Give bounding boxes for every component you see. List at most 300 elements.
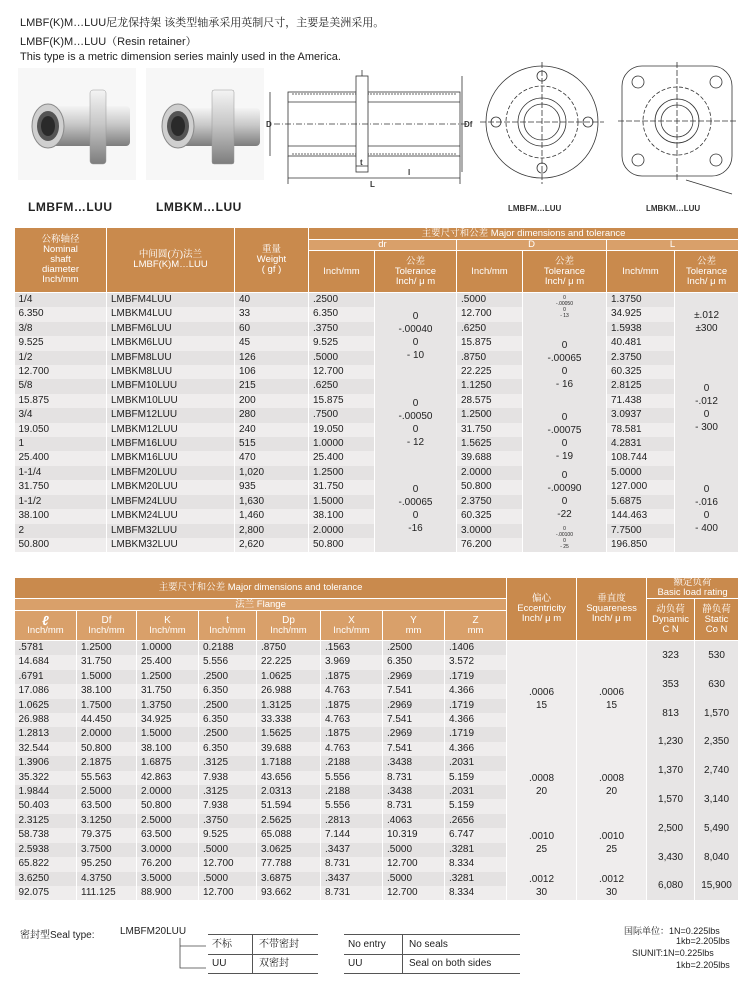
cell-static-load: 2,350 [695, 727, 739, 756]
cell-flange-value: 93.662 [257, 886, 321, 900]
cell-flange-value: 44.450 [77, 713, 137, 727]
cell-dr-tolerance-line: 0 [412, 337, 419, 349]
cell-L: 40.481 [607, 336, 675, 350]
cell-L: 34.925 [607, 307, 675, 321]
cell-dr-tolerance [375, 293, 457, 380]
col-header-title: K [164, 614, 171, 626]
cell-weight: 126 [235, 351, 309, 365]
cell-weight: 2,800 [235, 524, 309, 538]
cell-dr-tolerance [375, 466, 457, 552]
col-header-unit: Inch/mm [333, 624, 370, 636]
cell-D-tolerance-line: -22 [557, 508, 572, 520]
cell-D-tolerance [523, 293, 607, 322]
col-header-flange-4 [257, 611, 321, 641]
cell-nominal: 1-1/4 [15, 466, 107, 480]
cell-flange-value: 1.9844 [15, 785, 77, 799]
cell-L-tolerance-line: 0 [703, 484, 710, 496]
cell-model: LMBKM16LUU [107, 451, 235, 465]
cell-flange-value: 1.5000 [137, 727, 199, 741]
cell-D: .5000 [457, 293, 523, 308]
seal-connector-lines [178, 938, 208, 974]
dim-label-t: t [360, 158, 363, 167]
cell-static-load: 5,490 [695, 814, 739, 843]
col-header-dr: dr [309, 240, 457, 251]
cell-D-tolerance [523, 322, 607, 408]
cell-flange-value: 3.0625 [257, 843, 321, 857]
cell-flange-value: 3.6250 [15, 872, 77, 886]
col-header-unit: Inch/mm [209, 624, 246, 636]
col-header-major: 主要尺寸和公差 Major dimensions and tolerance [309, 228, 739, 240]
cell-flange-value: 58.738 [15, 828, 77, 842]
cell-D-tolerance-line: -.00090 [547, 482, 582, 494]
cell-L: 1.3750 [607, 293, 675, 308]
cell-nominal: 31.750 [15, 480, 107, 494]
cell-flange-value: 7.144 [321, 828, 383, 842]
cell-dr: .2500 [309, 293, 375, 308]
cell-L-tolerance-line: -.012 [695, 396, 718, 408]
cell-flange-value: 3.969 [321, 655, 383, 669]
cell-eccentricity [507, 872, 577, 901]
col-header-load: 额定负荷 Basic load rating [647, 578, 739, 599]
seal-code-uu-en: UU [344, 955, 403, 973]
cell-eccentricity-line: .0012 [529, 873, 555, 885]
cell-D: 1.5625 [457, 437, 523, 451]
col-header-weight: 重量 Weight ( gf ) [235, 228, 309, 293]
cell-flange-value: 12.700 [199, 886, 257, 900]
cell-flange-value: 3.6875 [257, 872, 321, 886]
table-row [15, 466, 739, 480]
cell-L-tolerance-line: - 300 [695, 422, 718, 434]
cell-flange-value: .2969 [383, 727, 445, 741]
cell-flange-value: .2500 [199, 670, 257, 684]
col-header-D: D [457, 240, 607, 251]
product-label-lmbfm: LMBFM…LUU [28, 200, 113, 214]
cell-flange-value: 12.700 [199, 857, 257, 871]
col-header-unit: mm [467, 624, 484, 636]
cell-dr-tolerance-line: 0 [412, 311, 419, 323]
cell-flange-value: 3.7500 [77, 843, 137, 857]
cell-nominal: 9.525 [15, 336, 107, 350]
cell-flange-value: 6.350 [199, 742, 257, 756]
cell-flange-value: .2500 [199, 699, 257, 713]
cell-static-load: 1,570 [695, 699, 739, 728]
units-line-1: 国际单位：1N=0.225lbs [624, 926, 720, 936]
cell-D-tolerance-line: 0 [563, 525, 566, 532]
cell-flange-value: 5.159 [445, 799, 507, 813]
cell-flange-value: .1719 [445, 727, 507, 741]
seal-code-none: 不标 [208, 935, 253, 954]
cell-D-tolerance-line: -.00065 [547, 353, 582, 365]
cell-flange-value: 3.1250 [77, 814, 137, 828]
cell-D-tolerance [523, 466, 607, 524]
cell-flange-value: 4.366 [445, 713, 507, 727]
cell-flange-value: 92.075 [15, 886, 77, 900]
cell-L: 2.8125 [607, 379, 675, 393]
col-header-title: ℓ [42, 612, 49, 628]
col-header-title: Z [472, 614, 479, 626]
cell-flange-value: .1719 [445, 670, 507, 684]
cell-eccentricity-line: 30 [535, 886, 548, 898]
cell-nominal: 38.100 [15, 509, 107, 523]
cell-weight: 215 [235, 379, 309, 393]
cell-flange-value: .3281 [445, 843, 507, 857]
col-header-unit: Inch/mm [27, 624, 64, 636]
cell-flange-value: 2.5938 [15, 843, 77, 857]
cell-model: LMBFM8LUU [107, 351, 235, 365]
cell-flange-value: 1.6875 [137, 756, 199, 770]
col-header-flange-3 [199, 611, 257, 641]
cell-dr-tolerance-line: - 10 [406, 350, 425, 362]
dim-label-l: l [408, 168, 411, 177]
cell-squareness-line: 15 [605, 699, 618, 711]
cell-flange-value: 1.3125 [257, 699, 321, 713]
cell-eccentricity [507, 641, 577, 757]
cell-squareness-line: 20 [605, 786, 618, 798]
cell-flange-value: .1875 [321, 727, 383, 741]
cell-flange-value: 6.350 [199, 713, 257, 727]
cell-D-tolerance-line: -.00050 [556, 301, 573, 308]
col-header-eccentricity: 偏心 Eccentricity Inch/ μ m [507, 578, 577, 641]
cell-flange-value: 4.3750 [77, 872, 137, 886]
cell-flange-value: 26.988 [15, 713, 77, 727]
drawing-label-lmbfm: LMBFM…LUU [508, 204, 562, 213]
cell-flange-value: 31.750 [137, 684, 199, 698]
header-line-model: LMBF(K)M…LUU（Resin retainer） [20, 36, 197, 48]
cell-L: 5.0000 [607, 466, 675, 480]
col-header-dr-tol: 公差 Tolerance Inch/ μ m [375, 251, 457, 293]
cell-flange-value: 65.088 [257, 828, 321, 842]
cell-flange-value: 1.3906 [15, 756, 77, 770]
cell-model: LMBFM4LUU [107, 293, 235, 308]
cell-nominal: 19.050 [15, 423, 107, 437]
cell-D-tolerance-line: - 19 [555, 451, 574, 463]
cell-squareness [577, 814, 647, 872]
cell-flange-value: .2031 [445, 785, 507, 799]
cell-dr-tolerance-line: -.00065 [398, 497, 433, 509]
cell-flange-value: 77.788 [257, 857, 321, 871]
cell-flange-value: 2.5625 [257, 814, 321, 828]
cell-flange-value: 2.5000 [77, 785, 137, 799]
cell-flange-value: 9.525 [199, 828, 257, 842]
dimensions-table-2 [14, 577, 739, 900]
cell-L-tolerance [675, 293, 739, 351]
cell-weight: 200 [235, 394, 309, 408]
cell-nominal: 1-1/2 [15, 495, 107, 509]
cell-dynamic-load: 1,570 [647, 785, 695, 814]
cell-eccentricity [507, 756, 577, 814]
cell-model: LMBKM4LUU [107, 307, 235, 321]
col-header-flange-7 [445, 611, 507, 641]
cell-flange-value: .5000 [383, 843, 445, 857]
cell-flange-value: .2188 [321, 785, 383, 799]
cell-flange-value: .2813 [321, 814, 383, 828]
cell-flange-value: 5.556 [321, 799, 383, 813]
cell-flange-value: 2.3125 [15, 814, 77, 828]
product-label-lmbkm: LMBKM…LUU [156, 200, 242, 214]
cell-L-tolerance-line: ±.012 [694, 309, 720, 321]
cell-flange-value: 3.5000 [137, 872, 199, 886]
cell-D-tolerance-line: 0 [563, 295, 566, 302]
cell-dr-tolerance-line: 0 [412, 484, 419, 496]
cell-flange-value: 63.500 [137, 828, 199, 842]
col-header-flange-6 [383, 611, 445, 641]
cell-squareness [577, 641, 647, 757]
cell-weight: 40 [235, 293, 309, 308]
cell-flange-value: 4.763 [321, 742, 383, 756]
cell-flange-value: 1.7500 [77, 699, 137, 713]
col-header-D-inch: Inch/mm [457, 251, 523, 293]
cell-D: 39.688 [457, 451, 523, 465]
cell-L-tolerance-line: 0 [703, 383, 710, 395]
col-header-major-2: 主要尺寸和公差 Major dimensions and tolerance [15, 578, 507, 599]
table-row [15, 379, 739, 393]
cell-flange-value: 8.731 [383, 799, 445, 813]
cell-static-load: 530 [695, 641, 739, 670]
cell-nominal: 3/8 [15, 322, 107, 336]
col-header-static: 静负荷 Static Co N [695, 599, 739, 641]
cell-dynamic-load: 1,230 [647, 727, 695, 756]
cell-flange-value: 3.0000 [137, 843, 199, 857]
col-header-unit: mm [405, 624, 422, 636]
cell-L-tolerance [675, 351, 739, 466]
cell-dr-tolerance-line: -16 [408, 523, 423, 535]
cell-D: 1.1250 [457, 379, 523, 393]
col-header-flange-5 [321, 611, 383, 641]
cell-dynamic-load: 353 [647, 670, 695, 699]
dimensions-table-1 [14, 227, 739, 552]
cell-flange-value: 8.334 [445, 857, 507, 871]
cell-L: 60.325 [607, 365, 675, 379]
cell-dr: .7500 [309, 408, 375, 422]
col-header-L-inch: Inch/mm [607, 251, 675, 293]
seal-table-en [344, 934, 520, 974]
cell-flange-value: .5000 [383, 872, 445, 886]
cell-flange-value: .2188 [321, 756, 383, 770]
cell-flange-value: 8.334 [445, 886, 507, 900]
col-header-flange: 法兰 Flange [15, 599, 507, 611]
cell-nominal: 1/4 [15, 293, 107, 308]
cell-flange-value: 34.925 [137, 713, 199, 727]
header-line-cn: LMBF(K)M…LUU尼龙保持架 该类型轴承采用英制尺寸，主要是美洲采用。 [20, 17, 385, 29]
dim-label-df: Df [464, 120, 473, 129]
cell-nominal: 3/4 [15, 408, 107, 422]
cell-flange-value: .1875 [321, 699, 383, 713]
cell-D-tolerance-line: 0 [561, 412, 568, 424]
cell-flange-value: 88.900 [137, 886, 199, 900]
units-line-3: SIUNIT:1N=0.225lbs [632, 948, 714, 958]
cell-eccentricity-line: 25 [535, 843, 548, 855]
cell-squareness [577, 872, 647, 901]
cell-L: 196.850 [607, 538, 675, 552]
cell-dr-tolerance-line: 0 [412, 510, 419, 522]
cell-dr: 9.525 [309, 336, 375, 350]
cell-flange-value: 111.125 [77, 886, 137, 900]
table-row [15, 814, 739, 828]
cell-weight: 280 [235, 408, 309, 422]
col-header-title: Y [410, 614, 417, 626]
col-header-nominal: 公称轴径 Nominal shaft diameter Inch/mm [15, 228, 107, 293]
cell-dynamic-load: 323 [647, 641, 695, 670]
cell-D: 22.225 [457, 365, 523, 379]
cell-model: LMBKM32LUU [107, 538, 235, 552]
cell-dr: 38.100 [309, 509, 375, 523]
cell-weight: 2,620 [235, 538, 309, 552]
cell-dynamic-load: 3,430 [647, 843, 695, 872]
cell-dynamic-load: 6,080 [647, 872, 695, 901]
cell-flange-value: 1.5000 [77, 670, 137, 684]
cell-flange-value: .5000 [199, 843, 257, 857]
cell-L: 5.6875 [607, 495, 675, 509]
col-header-flange-0 [15, 611, 77, 641]
cell-flange-value: 12.700 [383, 857, 445, 871]
cell-flange-value: 2.0000 [77, 727, 137, 741]
col-header-squareness: 垂直度 Squareness Inch/ μ m [577, 578, 647, 641]
cell-nominal: 12.700 [15, 365, 107, 379]
cell-flange-value: 4.366 [445, 684, 507, 698]
dim-label-d: D [266, 120, 272, 129]
cell-flange-value: 4.763 [321, 713, 383, 727]
drawing-label-lmbkm: LMBKM…LUU [646, 204, 701, 213]
cell-D-tolerance [523, 524, 607, 553]
cell-flange-value: .2500 [383, 641, 445, 656]
cell-weight: 106 [235, 365, 309, 379]
cell-flange-value: .2656 [445, 814, 507, 828]
cell-D: 50.800 [457, 480, 523, 494]
cell-dynamic-load: 813 [647, 699, 695, 728]
cell-dr: 6.350 [309, 307, 375, 321]
cell-L: 3.0937 [607, 408, 675, 422]
col-header-flange-2 [137, 611, 199, 641]
cell-flange-value: 7.541 [383, 742, 445, 756]
cell-D-tolerance-line: 0 [561, 340, 568, 352]
cell-weight: 1,020 [235, 466, 309, 480]
cell-dr: .5000 [309, 351, 375, 365]
cell-flange-value: 39.688 [257, 742, 321, 756]
cell-dr-tolerance-line: 0 [412, 397, 419, 409]
cell-squareness-line: 25 [605, 843, 618, 855]
cell-flange-value: 7.938 [199, 771, 257, 785]
cell-L: 108.744 [607, 451, 675, 465]
cell-eccentricity [507, 814, 577, 872]
cell-flange-value: 32.544 [15, 742, 77, 756]
cell-model: LMBFM6LUU [107, 322, 235, 336]
cell-nominal: 25.400 [15, 451, 107, 465]
seal-desc-uu-en: Seal on both sides [409, 958, 492, 969]
cell-flange-value: .5000 [199, 872, 257, 886]
col-header-title: Df [101, 614, 112, 626]
cell-flange-value: .1719 [445, 699, 507, 713]
cell-dr: 2.0000 [309, 524, 375, 538]
cell-L-tolerance-line: - 400 [695, 523, 718, 535]
cell-flange-value: 95.250 [77, 857, 137, 871]
cell-flange-value: .3750 [199, 814, 257, 828]
cell-nominal: 50.800 [15, 538, 107, 552]
cell-nominal: 6.350 [15, 307, 107, 321]
cell-dr: .3750 [309, 322, 375, 336]
cell-flange-value: 2.1875 [77, 756, 137, 770]
cell-model: LMBKM20LUU [107, 480, 235, 494]
cell-L-tolerance-line: 0 [703, 510, 710, 522]
cell-flange-value: 25.400 [137, 655, 199, 669]
cell-weight: 935 [235, 480, 309, 494]
cell-weight: 45 [235, 336, 309, 350]
cell-dr-tolerance-line: -.00040 [398, 324, 433, 336]
cell-dynamic-load: 1,370 [647, 756, 695, 785]
cell-D: 31.750 [457, 423, 523, 437]
cell-model: LMBKM10LUU [107, 394, 235, 408]
cell-dr: 15.875 [309, 394, 375, 408]
cell-flange-value: 76.200 [137, 857, 199, 871]
cell-L-tolerance-line: -.016 [695, 497, 718, 509]
cell-flange-value: 38.100 [137, 742, 199, 756]
cell-squareness-line: .0006 [599, 686, 625, 698]
col-header-unit: Inch/mm [149, 624, 186, 636]
cell-static-load: 8,040 [695, 843, 739, 872]
cell-model: LMBKM6LUU [107, 336, 235, 350]
cell-flange-value: .1406 [445, 641, 507, 656]
col-header-L-tol: 公差 Tolerance Inch/ μ m [675, 251, 739, 293]
seal-type-example: LMBFM20LUU [120, 926, 187, 937]
cell-dr: 19.050 [309, 423, 375, 437]
cell-flange-value: 1.0000 [137, 641, 199, 656]
cell-model: LMBKM24LUU [107, 509, 235, 523]
cell-flange-value: 5.556 [199, 655, 257, 669]
cell-dr: .6250 [309, 379, 375, 393]
col-header-unit: Inch/mm [270, 624, 307, 636]
cell-flange-value: 1.5625 [257, 727, 321, 741]
cell-D-tolerance-line: 0 [561, 366, 568, 378]
table-row [15, 293, 739, 308]
cell-flange-value: 1.2813 [15, 727, 77, 741]
col-header-title: t [226, 614, 229, 626]
cell-flange-value: 6.747 [445, 828, 507, 842]
cell-flange-value: .3125 [199, 756, 257, 770]
cell-flange-value: .6791 [15, 670, 77, 684]
cell-D-tolerance-line: -.00075 [547, 425, 582, 437]
cell-squareness [577, 756, 647, 814]
cell-flange-value: 1.0625 [257, 670, 321, 684]
cell-static-load: 3,140 [695, 785, 739, 814]
cell-weight: 515 [235, 437, 309, 451]
cell-flange-value: .5781 [15, 641, 77, 656]
col-header-dr-inch: Inch/mm [309, 251, 375, 293]
cell-dr: 1.2500 [309, 466, 375, 480]
cell-D-tolerance [523, 408, 607, 466]
cell-model: LMBKM12LUU [107, 423, 235, 437]
cell-D: 15.875 [457, 336, 523, 350]
cell-flange-value: .3438 [383, 785, 445, 799]
cell-flange-value: 17.086 [15, 684, 77, 698]
cell-flange-value: 43.656 [257, 771, 321, 785]
cell-D-tolerance-line: - 25 [560, 543, 569, 550]
cell-weight: 1,460 [235, 509, 309, 523]
cell-flange-value: .2969 [383, 670, 445, 684]
cell-flange-value: 79.375 [77, 828, 137, 842]
cell-flange-value: 50.403 [15, 799, 77, 813]
cell-model: LMBFM32LUU [107, 524, 235, 538]
cell-flange-value: 31.750 [77, 655, 137, 669]
cell-flange-value: 2.0000 [137, 785, 199, 799]
cell-flange-value: 1.3750 [137, 699, 199, 713]
cell-static-load: 15,900 [695, 872, 739, 901]
seal-code-uu: UU [208, 955, 253, 973]
seal-code-none-en: No entry [344, 935, 403, 954]
cell-flange-value: 38.100 [77, 684, 137, 698]
cell-L-tolerance [675, 466, 739, 552]
cell-dr: 25.400 [309, 451, 375, 465]
cell-dr: 31.750 [309, 480, 375, 494]
col-header-unit: Inch/mm [88, 624, 125, 636]
